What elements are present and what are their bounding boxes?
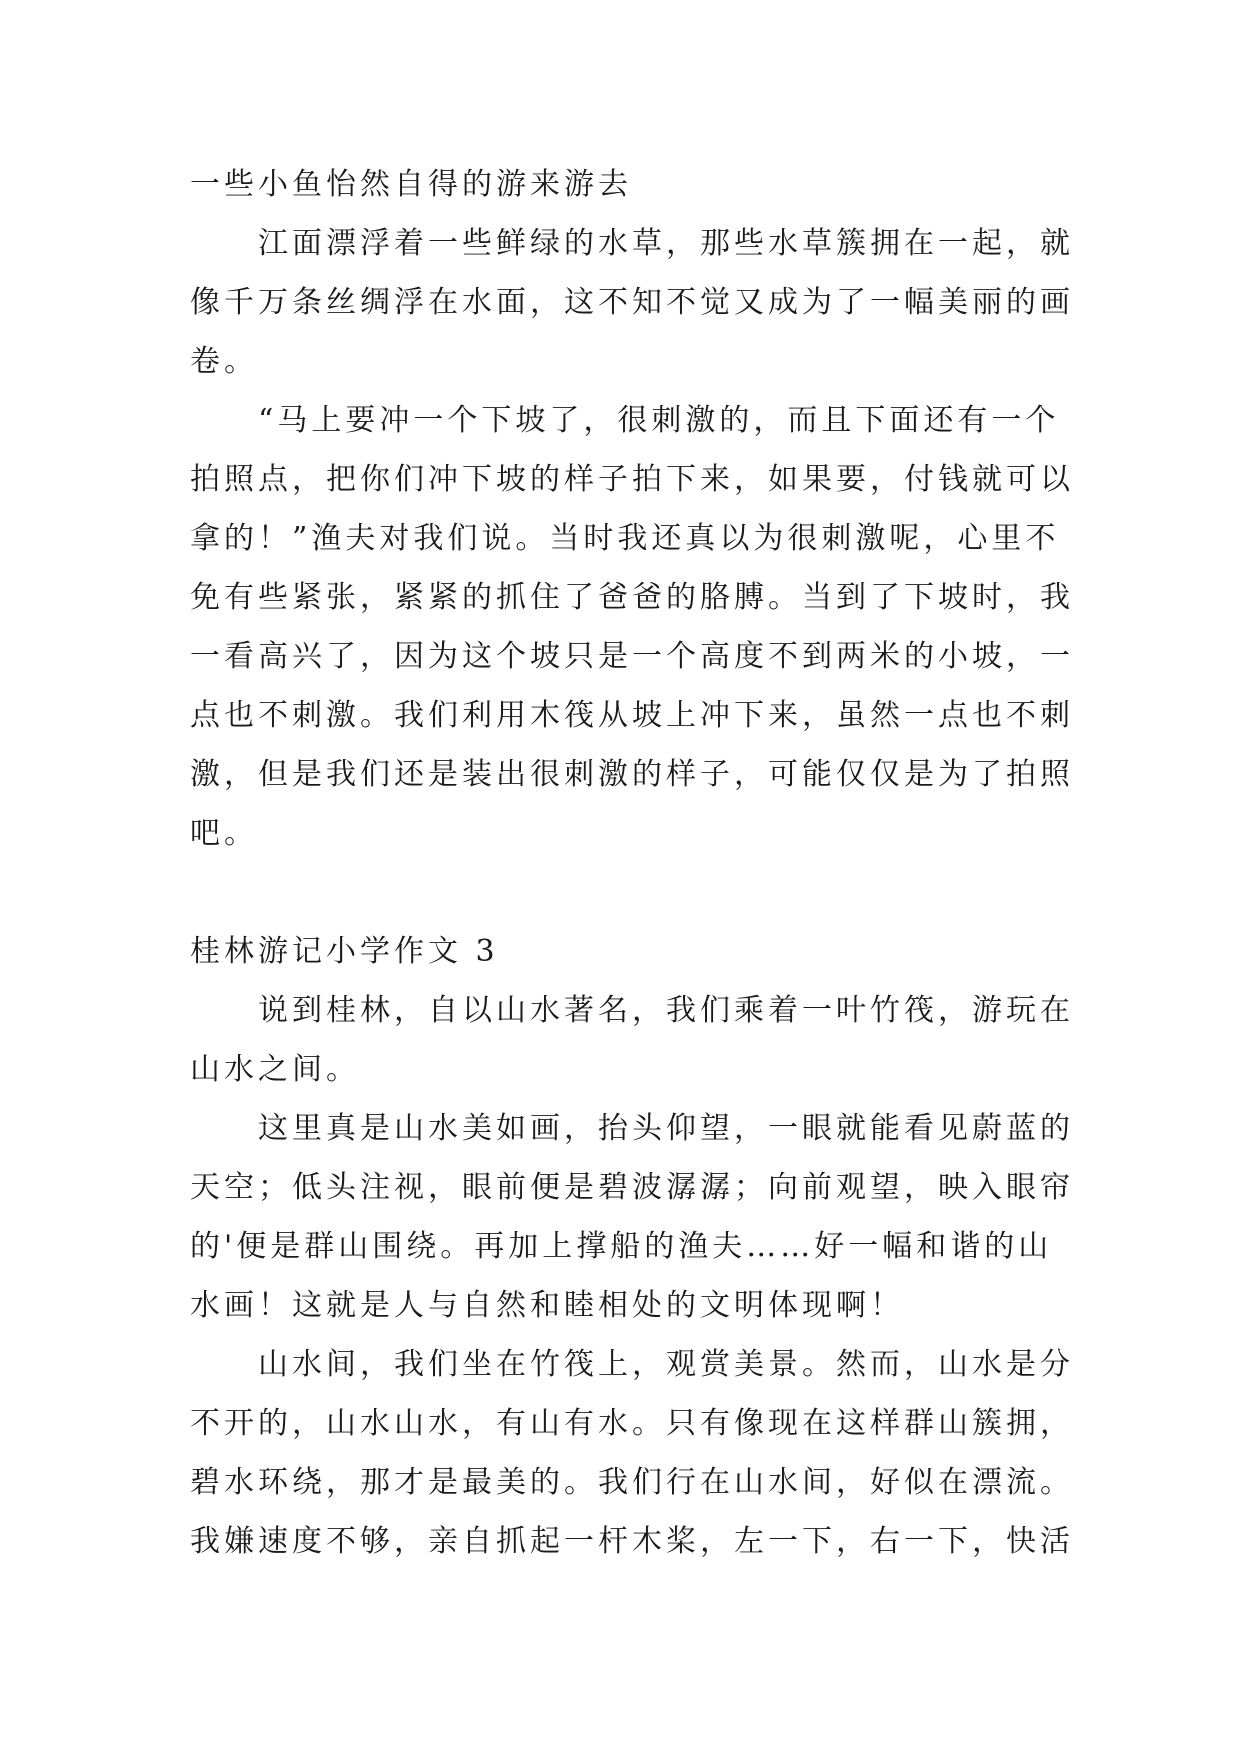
text-line: “马上要冲一个下坡了，很刺激的，而且下面还有一个 bbox=[258, 403, 1060, 438]
text-line: 吧。 bbox=[190, 816, 258, 851]
section-spacer bbox=[190, 863, 1070, 922]
text-line: 激，但是我们还是装出很刺激的样子，可能仅仅是为了拍照 bbox=[190, 757, 1074, 792]
text-line: 山水之间。 bbox=[190, 1052, 360, 1087]
paragraph-rafting bbox=[190, 1335, 1074, 1571]
text-line: 碧水环绕，那才是最美的。我们行在山水间，好似在漂流。 bbox=[190, 1465, 1074, 1500]
text-line: 像千万条丝绸浮在水面，这不知不觉又成为了一幅美丽的画 bbox=[190, 285, 1074, 320]
paragraph-intro bbox=[190, 981, 1074, 1099]
text-line: 不开的，山水山水，有山有水。只有像现在这样群山簇拥， bbox=[190, 1406, 1074, 1441]
text-line: 江面漂浮着一些鲜绿的水草，那些水草簇拥在一起，就 bbox=[258, 226, 1074, 261]
text-line: 一些小鱼怡然自得的游来游去 bbox=[190, 167, 632, 202]
text-line: 卷。 bbox=[190, 344, 258, 379]
text-line: 我嫌速度不够，亲自抓起一杆木桨，左一下，右一下，快活 bbox=[190, 1524, 1074, 1559]
document-body bbox=[190, 155, 1074, 1571]
text-line: 山水间，我们坐在竹筏上，观赏美景。然而，山水是分 bbox=[258, 1347, 1074, 1382]
text-line: 免有些紧张，紧紧的抓住了爸爸的胳膊。当到了下坡时，我 bbox=[190, 580, 1074, 615]
text-line: 的'便是群山围绕。再加上撑船的渔夫……好一幅和谐的山 bbox=[190, 1229, 1053, 1264]
paragraph-water-grass bbox=[190, 214, 1074, 391]
text-line: 这里真是山水美如画，抬头仰望，一眼就能看见蔚蓝的 bbox=[258, 1111, 1074, 1146]
text-line: 水画！这就是人与自然和睦相处的文明体现啊！ bbox=[190, 1288, 904, 1323]
text-line: 拍照点，把你们冲下坡的样子拍下来，如果要，付钱就可以 bbox=[190, 462, 1074, 497]
section-title: 桂林游记小学作文 3 bbox=[190, 934, 499, 969]
paragraph-downhill bbox=[190, 391, 1074, 863]
text-line: 一看高兴了，因为这个坡只是一个高度不到两米的小坡，一 bbox=[190, 639, 1074, 674]
text-line: 点也不刺激。我们利用木筏从坡上冲下来，虽然一点也不刺 bbox=[190, 698, 1074, 733]
text-line: 拿的！”渔夫对我们说。当时我还真以为很刺激呢，心里不 bbox=[190, 521, 1060, 556]
text-line: 天空；低头注视，眼前便是碧波潺潺；向前观望，映入眼帘 bbox=[190, 1170, 1074, 1205]
paragraph-fragment bbox=[190, 155, 1070, 214]
paragraph-scenery bbox=[190, 1099, 1074, 1335]
text-line: 说到桂林，自以山水著名，我们乘着一叶竹筏，游玩在 bbox=[258, 993, 1074, 1028]
